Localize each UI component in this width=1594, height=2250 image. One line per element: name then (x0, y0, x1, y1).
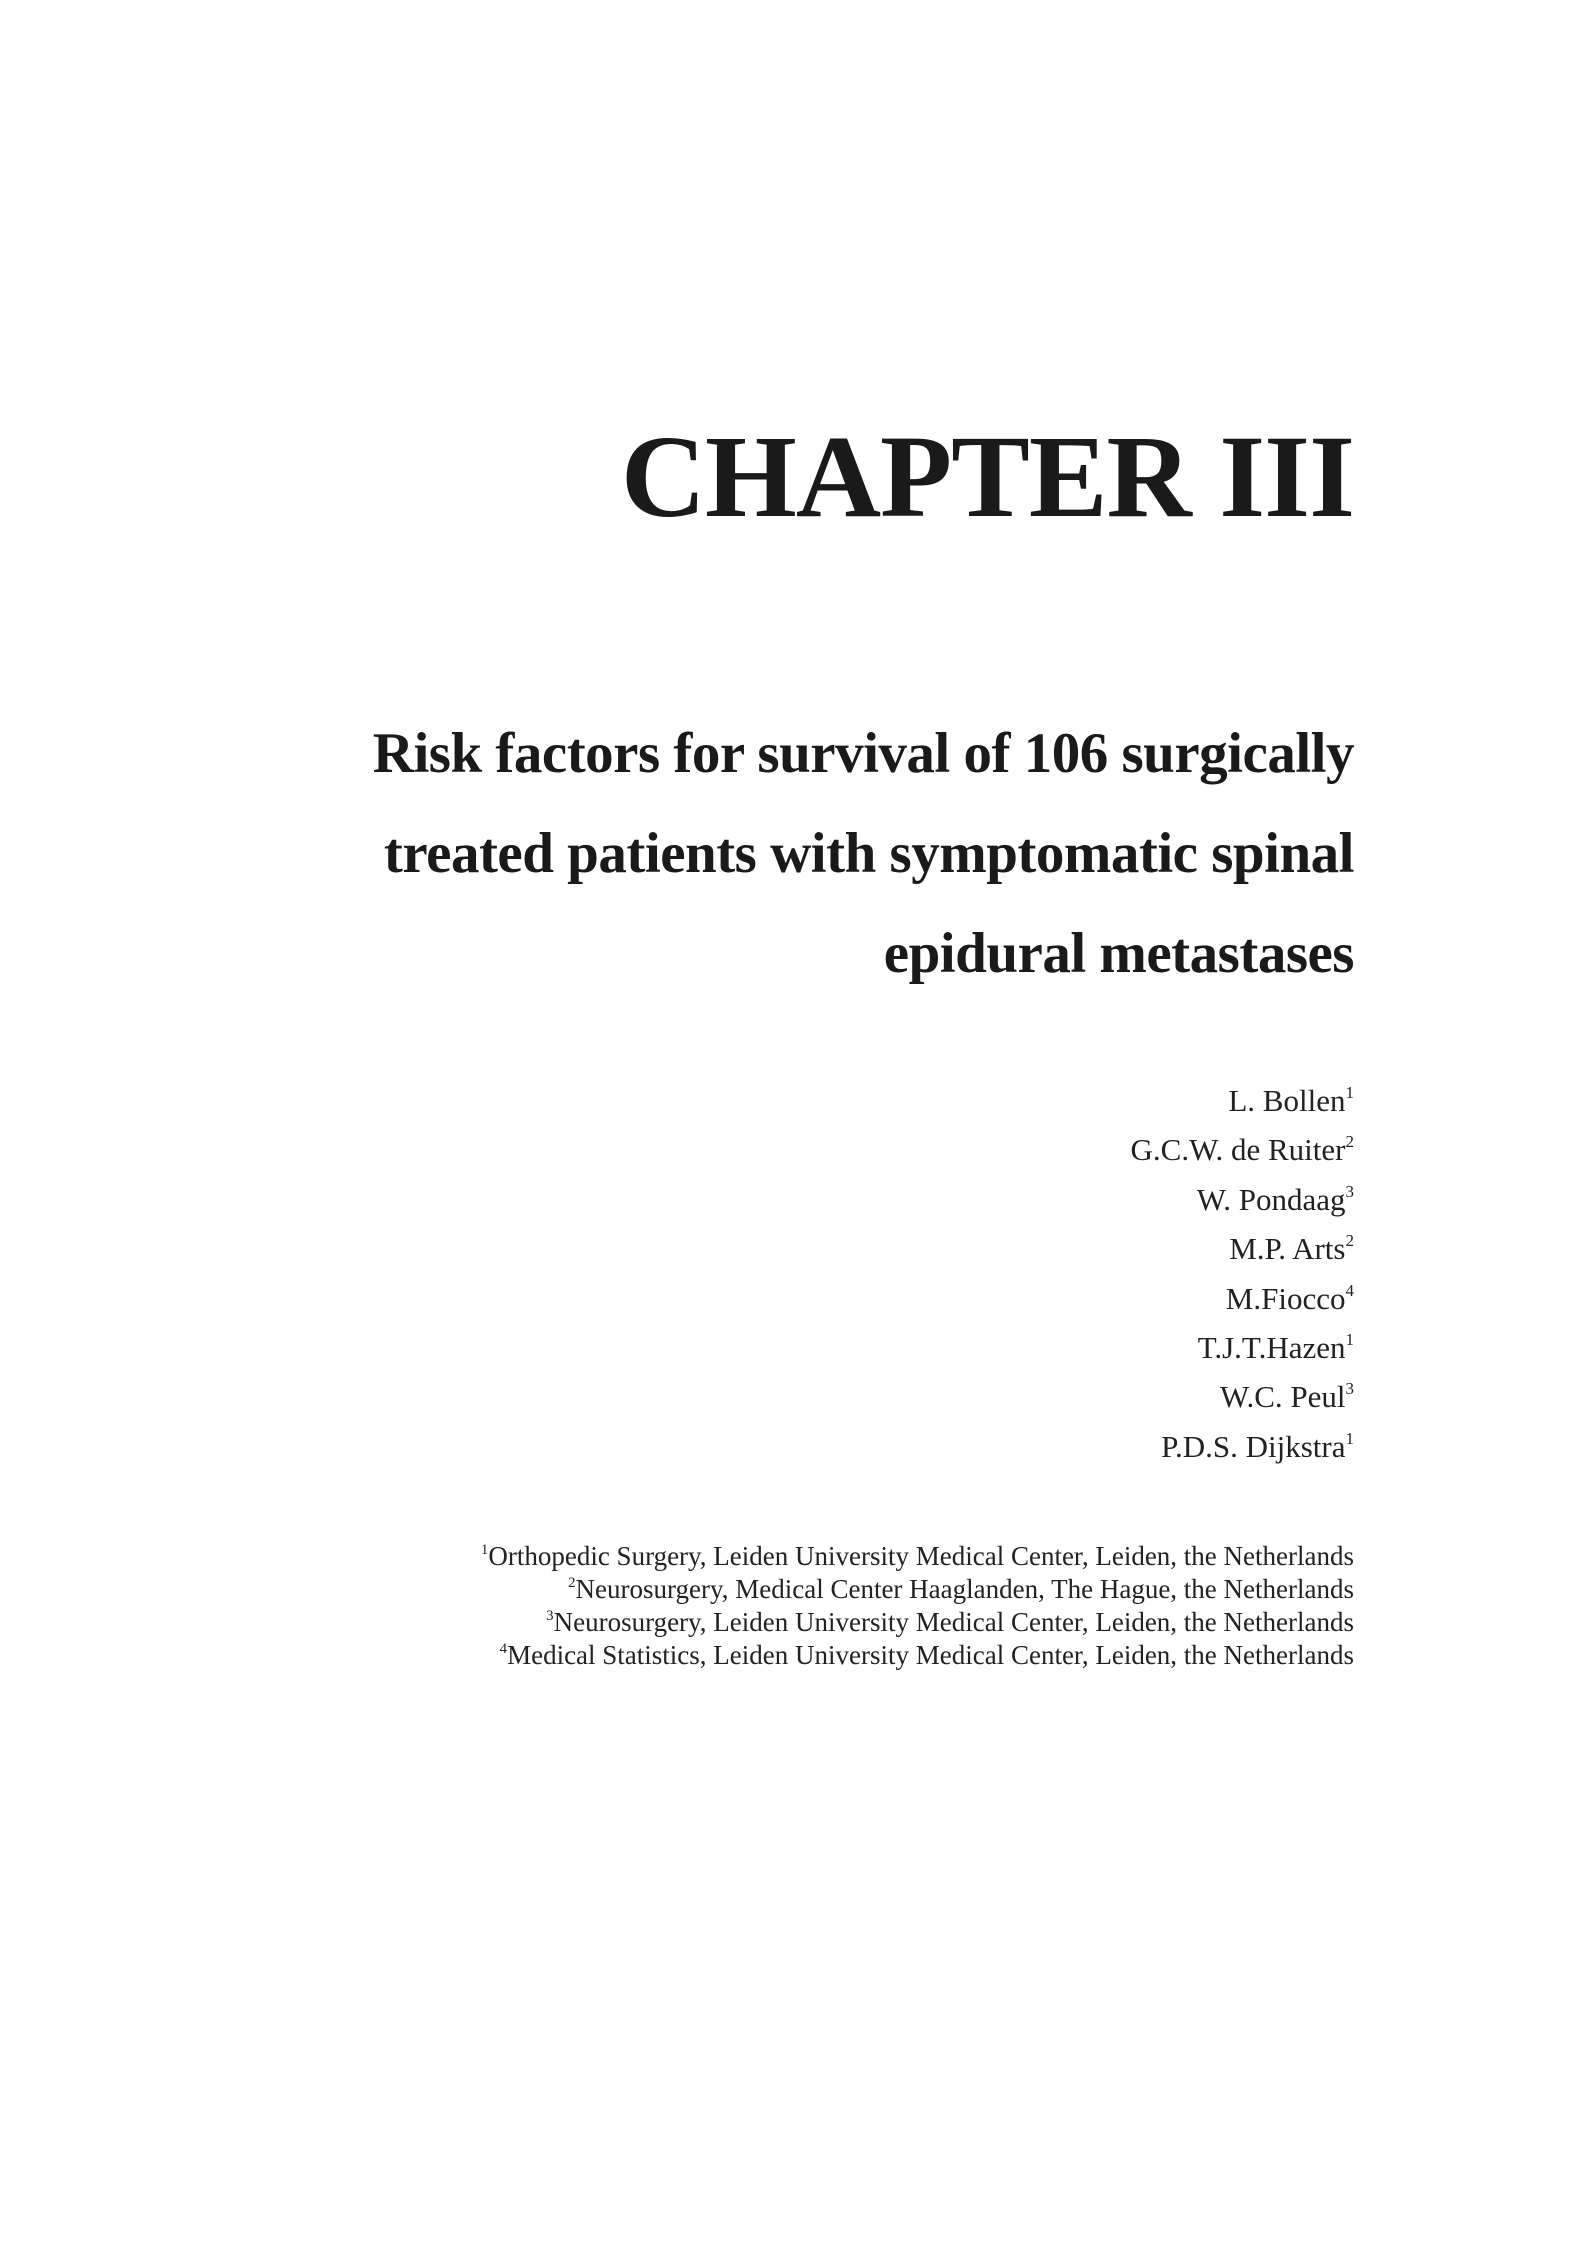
affiliation (481, 1606, 1354, 1639)
affiliation-marker: 1 (1345, 1083, 1354, 1103)
author-name: L. Bollen (1228, 1083, 1346, 1118)
author (1131, 1372, 1355, 1421)
author-name: W. Pondaag (1196, 1181, 1346, 1217)
author (1131, 1323, 1355, 1372)
affiliation-marker: 1 (1345, 1429, 1354, 1449)
affiliation-text: Orthopedic Surgery, Leiden University Medical Center, Leiden, the Netherlands (488, 1541, 1354, 1571)
author (1131, 1224, 1355, 1273)
affiliation (481, 1639, 1354, 1672)
affiliation-marker: 2 (1345, 1231, 1354, 1251)
affiliation-number: 3 (546, 1607, 554, 1624)
affiliation-text: Neurosurgery, Medical Center Haaglanden, The Hague, the Netherlands (575, 1574, 1354, 1604)
author-list (1131, 1076, 1355, 1471)
author (1131, 1175, 1355, 1224)
affiliation-list (481, 1540, 1354, 1672)
article-title-line: Risk factors for survival of 106 surgically (372, 722, 1354, 785)
author-name: W.C. Peul (1220, 1379, 1346, 1415)
affiliation-number: 1 (480, 1541, 489, 1558)
affiliation (481, 1573, 1354, 1606)
affiliation-marker: 4 (1345, 1280, 1354, 1300)
author-name: M.Fiocco (1225, 1280, 1346, 1316)
affiliation-marker: 3 (1345, 1379, 1354, 1399)
chapter-heading: CHAPTER III (620, 411, 1354, 542)
article-title-line: treated patients with symptomatic spinal (383, 822, 1354, 885)
author-name: P.D.S. Dijkstra (1161, 1428, 1346, 1464)
author (1131, 1076, 1355, 1125)
affiliation-text: Medical Statistics, Leiden University Medical Center, Leiden, the Netherlands (507, 1640, 1354, 1670)
affiliation-number: 4 (499, 1640, 508, 1657)
author-name: G.C.W. de Ruiter (1130, 1132, 1346, 1168)
article-title (214, 704, 1354, 1004)
affiliation-text: Neurosurgery, Leiden University Medical Center, Leiden, the Netherlands (553, 1607, 1354, 1637)
author (1131, 1125, 1355, 1174)
affiliation-marker: 3 (1345, 1182, 1354, 1202)
affiliation-marker: 2 (1345, 1132, 1354, 1152)
affiliation (481, 1540, 1354, 1573)
author-name: M.P. Arts (1229, 1231, 1346, 1267)
author (1131, 1422, 1355, 1471)
affiliation-marker: 1 (1345, 1330, 1354, 1350)
author (1131, 1274, 1355, 1323)
affiliation-number: 2 (568, 1574, 576, 1591)
article-title-line: epidural metastases (883, 922, 1354, 985)
author-name: T.J.T.Hazen (1197, 1330, 1346, 1366)
